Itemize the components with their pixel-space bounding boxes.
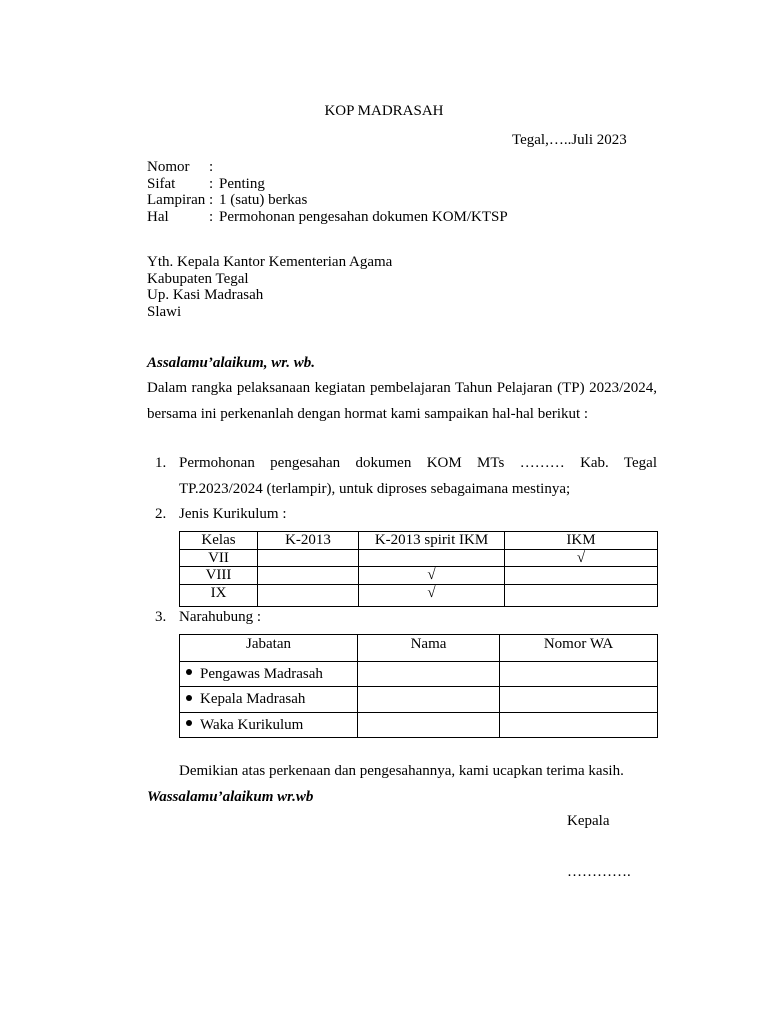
list-number: 1. <box>155 455 167 471</box>
table-cell <box>180 687 358 713</box>
intro-paragraph: Dalam rangka pelaksanaan kegiatan pembelajaran Tahun Pelajaran (TP) 2023/2024, bersama ini perkenanlah dengan hormat kami sampaikan hal-hal berikut : <box>147 380 657 422</box>
letterhead: KOP MADRASAH <box>324 103 444 119</box>
recipient-line: Up. Kasi Madrasah <box>147 287 264 303</box>
table-cell: VIII <box>180 567 258 585</box>
table-cell <box>500 687 658 713</box>
place-date: Tegal,…..Juli 2023 <box>512 132 627 148</box>
table-cell <box>505 584 658 606</box>
table-cell: √ <box>505 549 658 567</box>
table-header: K-2013 spirit IKM <box>359 532 505 550</box>
meta-sep: : <box>209 192 214 208</box>
table-row <box>180 567 658 585</box>
table-cell <box>505 567 658 585</box>
meta-value: 1 (satu) berkas <box>219 192 308 208</box>
table-cell <box>500 661 658 687</box>
bullet-icon <box>186 669 192 675</box>
table-header: Jabatan <box>180 635 358 662</box>
table-cell <box>180 661 358 687</box>
table-cell: √ <box>359 567 505 585</box>
recipient-line: Kabupaten Tegal <box>147 271 249 287</box>
meta-value: Penting <box>219 176 265 192</box>
table-cell: √ <box>359 584 505 606</box>
recipient-line: Slawi <box>147 304 182 320</box>
bullet-icon <box>186 720 192 726</box>
meta-value: Permohonan pengesahan dokumen KOM/KTSP <box>219 209 508 225</box>
table-header: Kelas <box>180 532 258 550</box>
table-header-row <box>180 635 658 662</box>
contact-role: Waka Kurikulum <box>200 716 304 733</box>
meta-label: Nomor <box>147 159 190 175</box>
table-cell <box>500 712 658 738</box>
table-cell <box>180 712 358 738</box>
list-number: 3. <box>155 609 167 625</box>
contact-role: Pengawas Madrasah <box>200 665 323 682</box>
table-cell <box>258 584 359 606</box>
list-item: Permohonan pengesahan dokumen KOM MTs ……… Kab. Tegal TP.2023/2024 (terlampir), untuk diproses sebagaimana mestinya; <box>179 455 657 497</box>
curriculum-table <box>179 531 658 607</box>
list-item: Jenis Kurikulum : <box>179 506 287 522</box>
table-cell <box>358 712 500 738</box>
table-header: Nomor WA <box>500 635 658 662</box>
table-header: IKM <box>505 532 658 550</box>
recipient-line: Yth. Kepala Kantor Kementerian Agama <box>147 254 393 270</box>
closing-paragraph: Demikian atas perkenaan dan pengesahannya, kami ucapkan terima kasih. <box>179 763 624 779</box>
table-header-row <box>180 532 658 550</box>
table-row <box>180 549 658 567</box>
table-header: K-2013 <box>258 532 359 550</box>
list-number: 2. <box>155 506 167 522</box>
list-item: Narahubung : <box>179 609 262 625</box>
bullet-icon <box>186 695 192 701</box>
signature-title: Kepala <box>567 813 610 829</box>
signature-name: …………. <box>567 864 631 880</box>
meta-sep: : <box>209 209 214 225</box>
contact-role: Kepala Madrasah <box>200 691 306 707</box>
table-cell: VII <box>180 549 258 567</box>
meta-sep: : <box>209 176 214 192</box>
greeting: Assalamu’alaikum, wr. wb. <box>147 355 315 371</box>
table-cell <box>359 549 505 567</box>
meta-label: Hal <box>147 209 169 225</box>
table-row <box>180 661 658 687</box>
meta-label: Sifat <box>147 176 176 192</box>
meta-sep: : <box>209 159 214 175</box>
table-row <box>180 712 658 738</box>
table-row <box>180 584 658 606</box>
table-cell <box>358 687 500 713</box>
meta-label: Lampiran <box>147 192 206 208</box>
table-cell <box>258 567 359 585</box>
table-cell <box>258 549 359 567</box>
table-header: Nama <box>358 635 500 662</box>
farewell: Wassalamu’alaikum wr.wb <box>147 789 314 805</box>
contact-table <box>179 634 658 738</box>
table-cell <box>358 661 500 687</box>
table-cell: IX <box>180 584 258 606</box>
table-row <box>180 687 658 713</box>
